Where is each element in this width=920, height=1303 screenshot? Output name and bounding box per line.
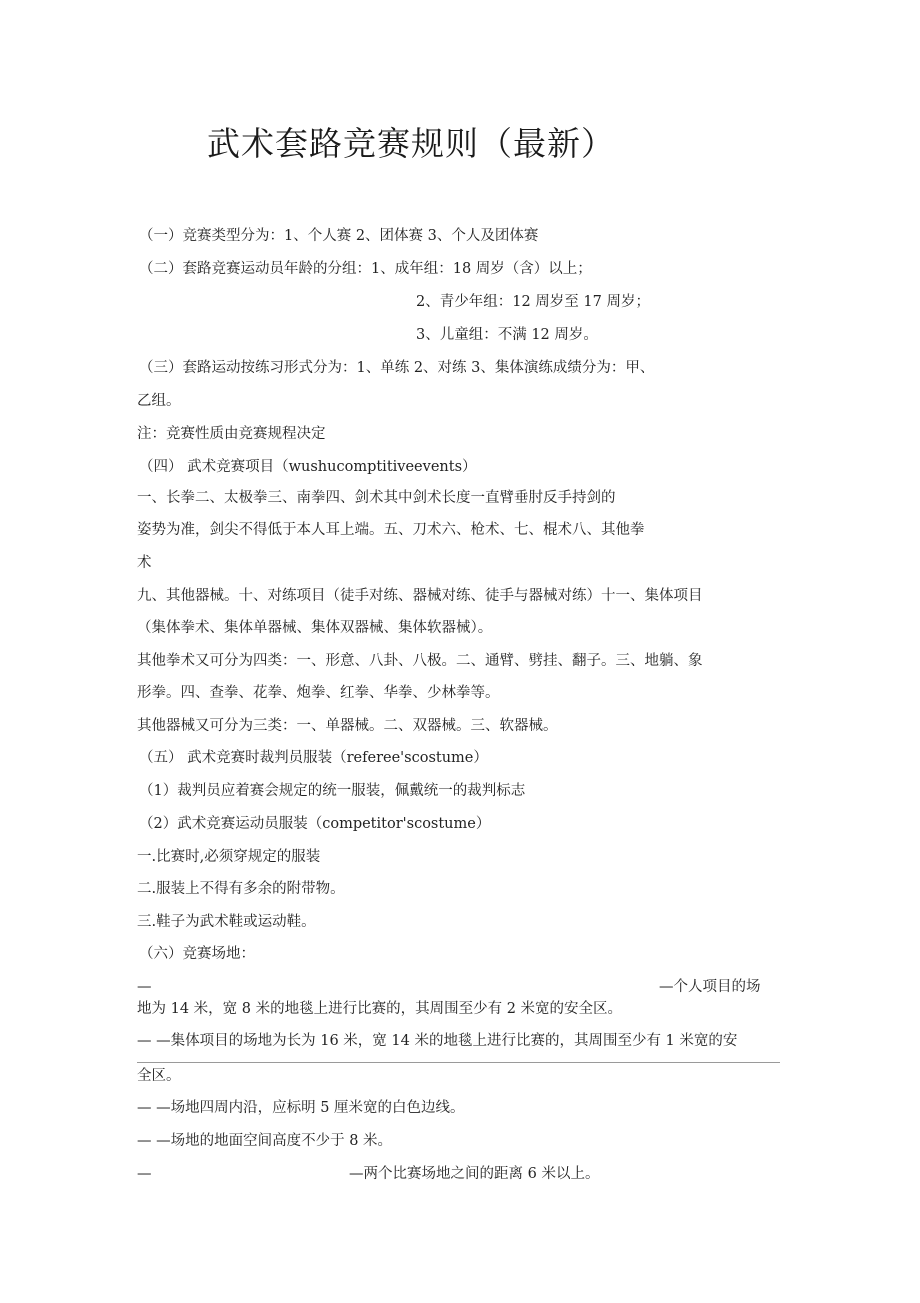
text-line: （二）套路竞赛运动员年龄的分组：1、成年组：18 周岁（含）以上； bbox=[139, 261, 592, 277]
text-line: —个人项目的场 bbox=[659, 979, 761, 995]
text-line: 三.鞋子为武术鞋或运动鞋。 bbox=[137, 914, 316, 930]
text-line: 注：竞赛性质由竞赛规程决定 bbox=[137, 426, 326, 442]
text-line: — bbox=[137, 979, 152, 995]
text-line: 形拳。四、查拳、花拳、炮拳、红拳、华拳、少林拳等。 bbox=[137, 685, 500, 701]
text-line: — —场地四周内沿，应标明 5 厘米宽的白色边线。 bbox=[137, 1100, 465, 1116]
text-line: 地为 14 米，宽 8 米的地毯上进行比赛的，其周围至少有 2 米宽的安全区。 bbox=[137, 1001, 623, 1017]
text-line: （四） 武术竞赛项目（wushucomptitiveevents） bbox=[139, 459, 477, 475]
text-line: （一）竞赛类型分为：1、个人赛 2、团体赛 3、个人及团体赛 bbox=[139, 228, 539, 244]
document-title: 武术套路竞赛规则（最新） bbox=[207, 124, 615, 163]
text-line: （五） 武术竞赛时裁判员服装（referee'scostume） bbox=[139, 750, 488, 766]
text-line: 二.服装上不得有多余的附带物。 bbox=[137, 881, 345, 897]
text-line: — —场地的地面空间高度不少于 8 米。 bbox=[137, 1133, 393, 1149]
text-line: 九、其他器械。十、对练项目（徒手对练、器械对练、徒手与器械对练）十一、集体项目 bbox=[137, 588, 703, 604]
text-line: 其他拳术又可分为四类：一、形意、八卦、八极。二、通臂、劈挂、翻子。三、地躺、象 bbox=[137, 653, 703, 669]
divider bbox=[137, 1062, 780, 1063]
text-line: （1）裁判员应着赛会规定的统一服装，佩戴统一的裁判标志 bbox=[139, 783, 526, 799]
text-line: 其他器械又可分为三类：一、单器械。二、双器械。三、软器械。 bbox=[137, 718, 558, 734]
text-line: （三）套路运动按练习形式分为：1、单练 2、对练 3、集体演练成绩分为：甲、 bbox=[139, 360, 655, 376]
text-line: （六）竞赛场地： bbox=[139, 946, 255, 962]
text-line: 全区。 bbox=[137, 1068, 181, 1084]
text-line: （2）武术竞赛运动员服装（competitor'scostume） bbox=[139, 816, 491, 832]
text-line: 一.比赛时,必须穿规定的服装 bbox=[137, 849, 321, 865]
text-line: 2、青少年组：12 周岁至 17 周岁； bbox=[416, 294, 650, 310]
text-line: — —集体项目的场地为长为 16 米，宽 14 米的地毯上进行比赛的，其周围至少有 1 米宽的安 bbox=[137, 1033, 738, 1049]
text-line: 姿势为准，剑尖不得低于本人耳上端。五、刀术六、枪术、七、棍术八、其他拳 bbox=[137, 522, 645, 538]
text-line: 乙组。 bbox=[137, 393, 181, 409]
text-line: — bbox=[137, 1166, 152, 1182]
text-line: 术 bbox=[137, 555, 152, 571]
text-line: 3、儿童组：不满 12 周岁。 bbox=[416, 327, 598, 343]
text-line: —两个比赛场地之间的距离 6 米以上。 bbox=[349, 1166, 600, 1182]
text-line: （集体拳术、集体单器械、集体双器械、集体软器械）。 bbox=[137, 620, 493, 636]
text-line: 一、长拳二、太极拳三、南拳四、剑术其中剑术长度一直臂垂肘反手持剑的 bbox=[137, 490, 616, 506]
